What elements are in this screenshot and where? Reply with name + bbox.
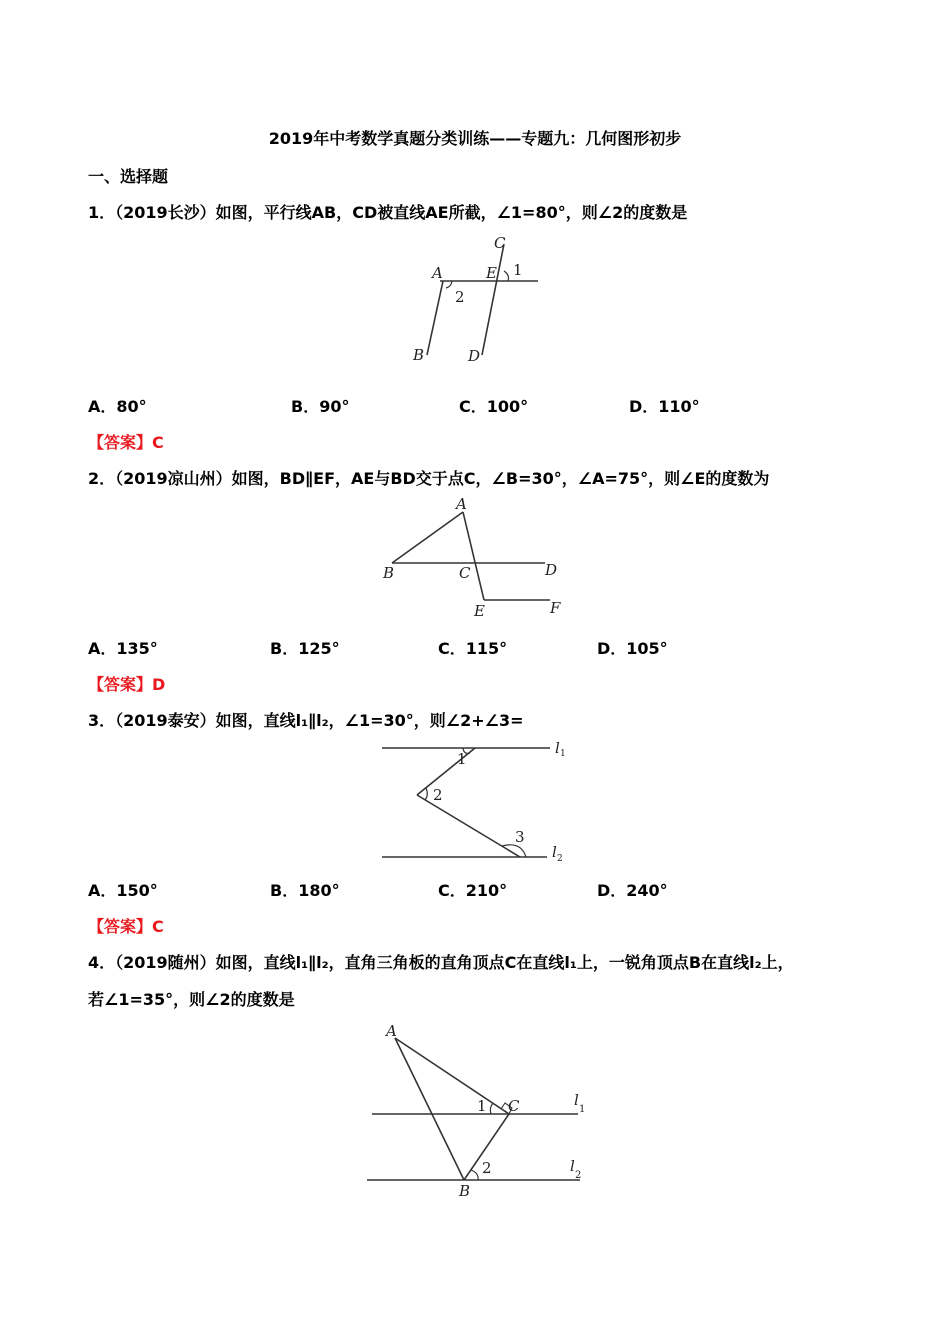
q1-option-d: D．110° <box>629 397 700 416</box>
label-c: C <box>508 1097 520 1115</box>
line-cd <box>482 244 504 355</box>
q3-option-c: C．210° <box>438 881 508 900</box>
label-e: E <box>486 264 497 282</box>
label-1: 1 <box>457 750 467 768</box>
section-heading: 一、选择题 <box>88 167 169 186</box>
line-ae <box>463 512 484 600</box>
q1-option-a: A．80° <box>88 397 147 416</box>
label-l2-sub: 2 <box>575 1170 582 1181</box>
line-ab <box>427 281 443 355</box>
q2-answer: 【答案】D <box>88 675 166 694</box>
q2-option-d: D．105° <box>597 639 668 658</box>
label-1: 1 <box>477 1097 487 1115</box>
angle-2-arc <box>471 1170 478 1180</box>
label-1: 1 <box>513 261 523 279</box>
question-4-figure <box>360 1018 600 1203</box>
side-ac <box>395 1038 509 1114</box>
label-d: D <box>468 347 481 365</box>
label-a: A <box>456 495 467 513</box>
label-b: B <box>383 564 395 582</box>
question-1-figure <box>400 232 550 367</box>
angle-2-arc <box>425 788 427 800</box>
label-a: A <box>386 1022 397 1040</box>
label-c: C <box>494 234 506 252</box>
label-2: 2 <box>433 786 443 804</box>
label-l1-sub: 1 <box>560 749 566 759</box>
label-l2-sub: 2 <box>557 854 563 864</box>
question-2-figure <box>380 495 570 620</box>
label-f: F <box>550 599 561 617</box>
question-3-text: 3．（2019泰安）如图，直线l₁∥l₂，∠1=30°，则∠2+∠3= <box>88 711 524 730</box>
label-a: A <box>432 264 443 282</box>
q2-option-c: C．115° <box>438 639 508 658</box>
q1-answer: 【答案】C <box>88 433 164 452</box>
q3-option-b: B．180° <box>270 881 340 900</box>
label-2: 2 <box>455 288 465 306</box>
label-3: 3 <box>515 828 525 846</box>
question-4-text-line1: 4．（2019随州）如图，直线l₁∥l₂，直角三角板的直角顶点C在直线l₁上，一锐角顶点B在直线l₂上， <box>88 953 794 972</box>
q2-option-b: B．125° <box>270 639 340 658</box>
angle-3-arc <box>502 845 526 857</box>
label-b: B <box>459 1182 471 1200</box>
angle-1-arc <box>504 271 509 281</box>
q1-option-b: B．90° <box>291 397 350 416</box>
angle-1-arc <box>490 1103 493 1114</box>
label-e: E <box>474 602 485 620</box>
label-l1: l <box>555 739 560 757</box>
question-4-text-line2: 若∠1=35°，则∠2的度数是 <box>88 990 295 1009</box>
label-2: 2 <box>482 1159 492 1177</box>
q3-option-a: A．150° <box>88 881 158 900</box>
question-3-figure <box>375 735 575 865</box>
zigzag-lower <box>417 795 520 857</box>
page-title: 2019年中考数学真题分类训练——专题九：几何图形初步 <box>268 129 682 148</box>
label-c: C <box>459 564 471 582</box>
question-2-text: 2．（2019凉山州）如图，BD∥EF，AE与BD交于点C，∠B=30°，∠A=75°，则∠E的度数为 <box>88 469 770 488</box>
label-l1: l <box>574 1091 579 1109</box>
label-l2: l <box>552 843 557 861</box>
q1-option-c: C．100° <box>459 397 529 416</box>
label-l1-sub: 1 <box>579 1104 586 1115</box>
question-1-text: 1．（2019长沙）如图，平行线AB，CD被直线AE所截，∠1=80°，则∠2的度数是 <box>88 203 688 222</box>
angle-2-arc <box>446 281 452 288</box>
side-ab <box>395 1038 464 1180</box>
q3-option-d: D．240° <box>597 881 668 900</box>
q3-answer: 【答案】C <box>88 917 164 936</box>
label-l2: l <box>570 1157 575 1175</box>
q2-option-a: A．135° <box>88 639 158 658</box>
label-b: B <box>413 346 425 364</box>
label-d: D <box>545 561 558 579</box>
line-ab <box>392 512 463 563</box>
